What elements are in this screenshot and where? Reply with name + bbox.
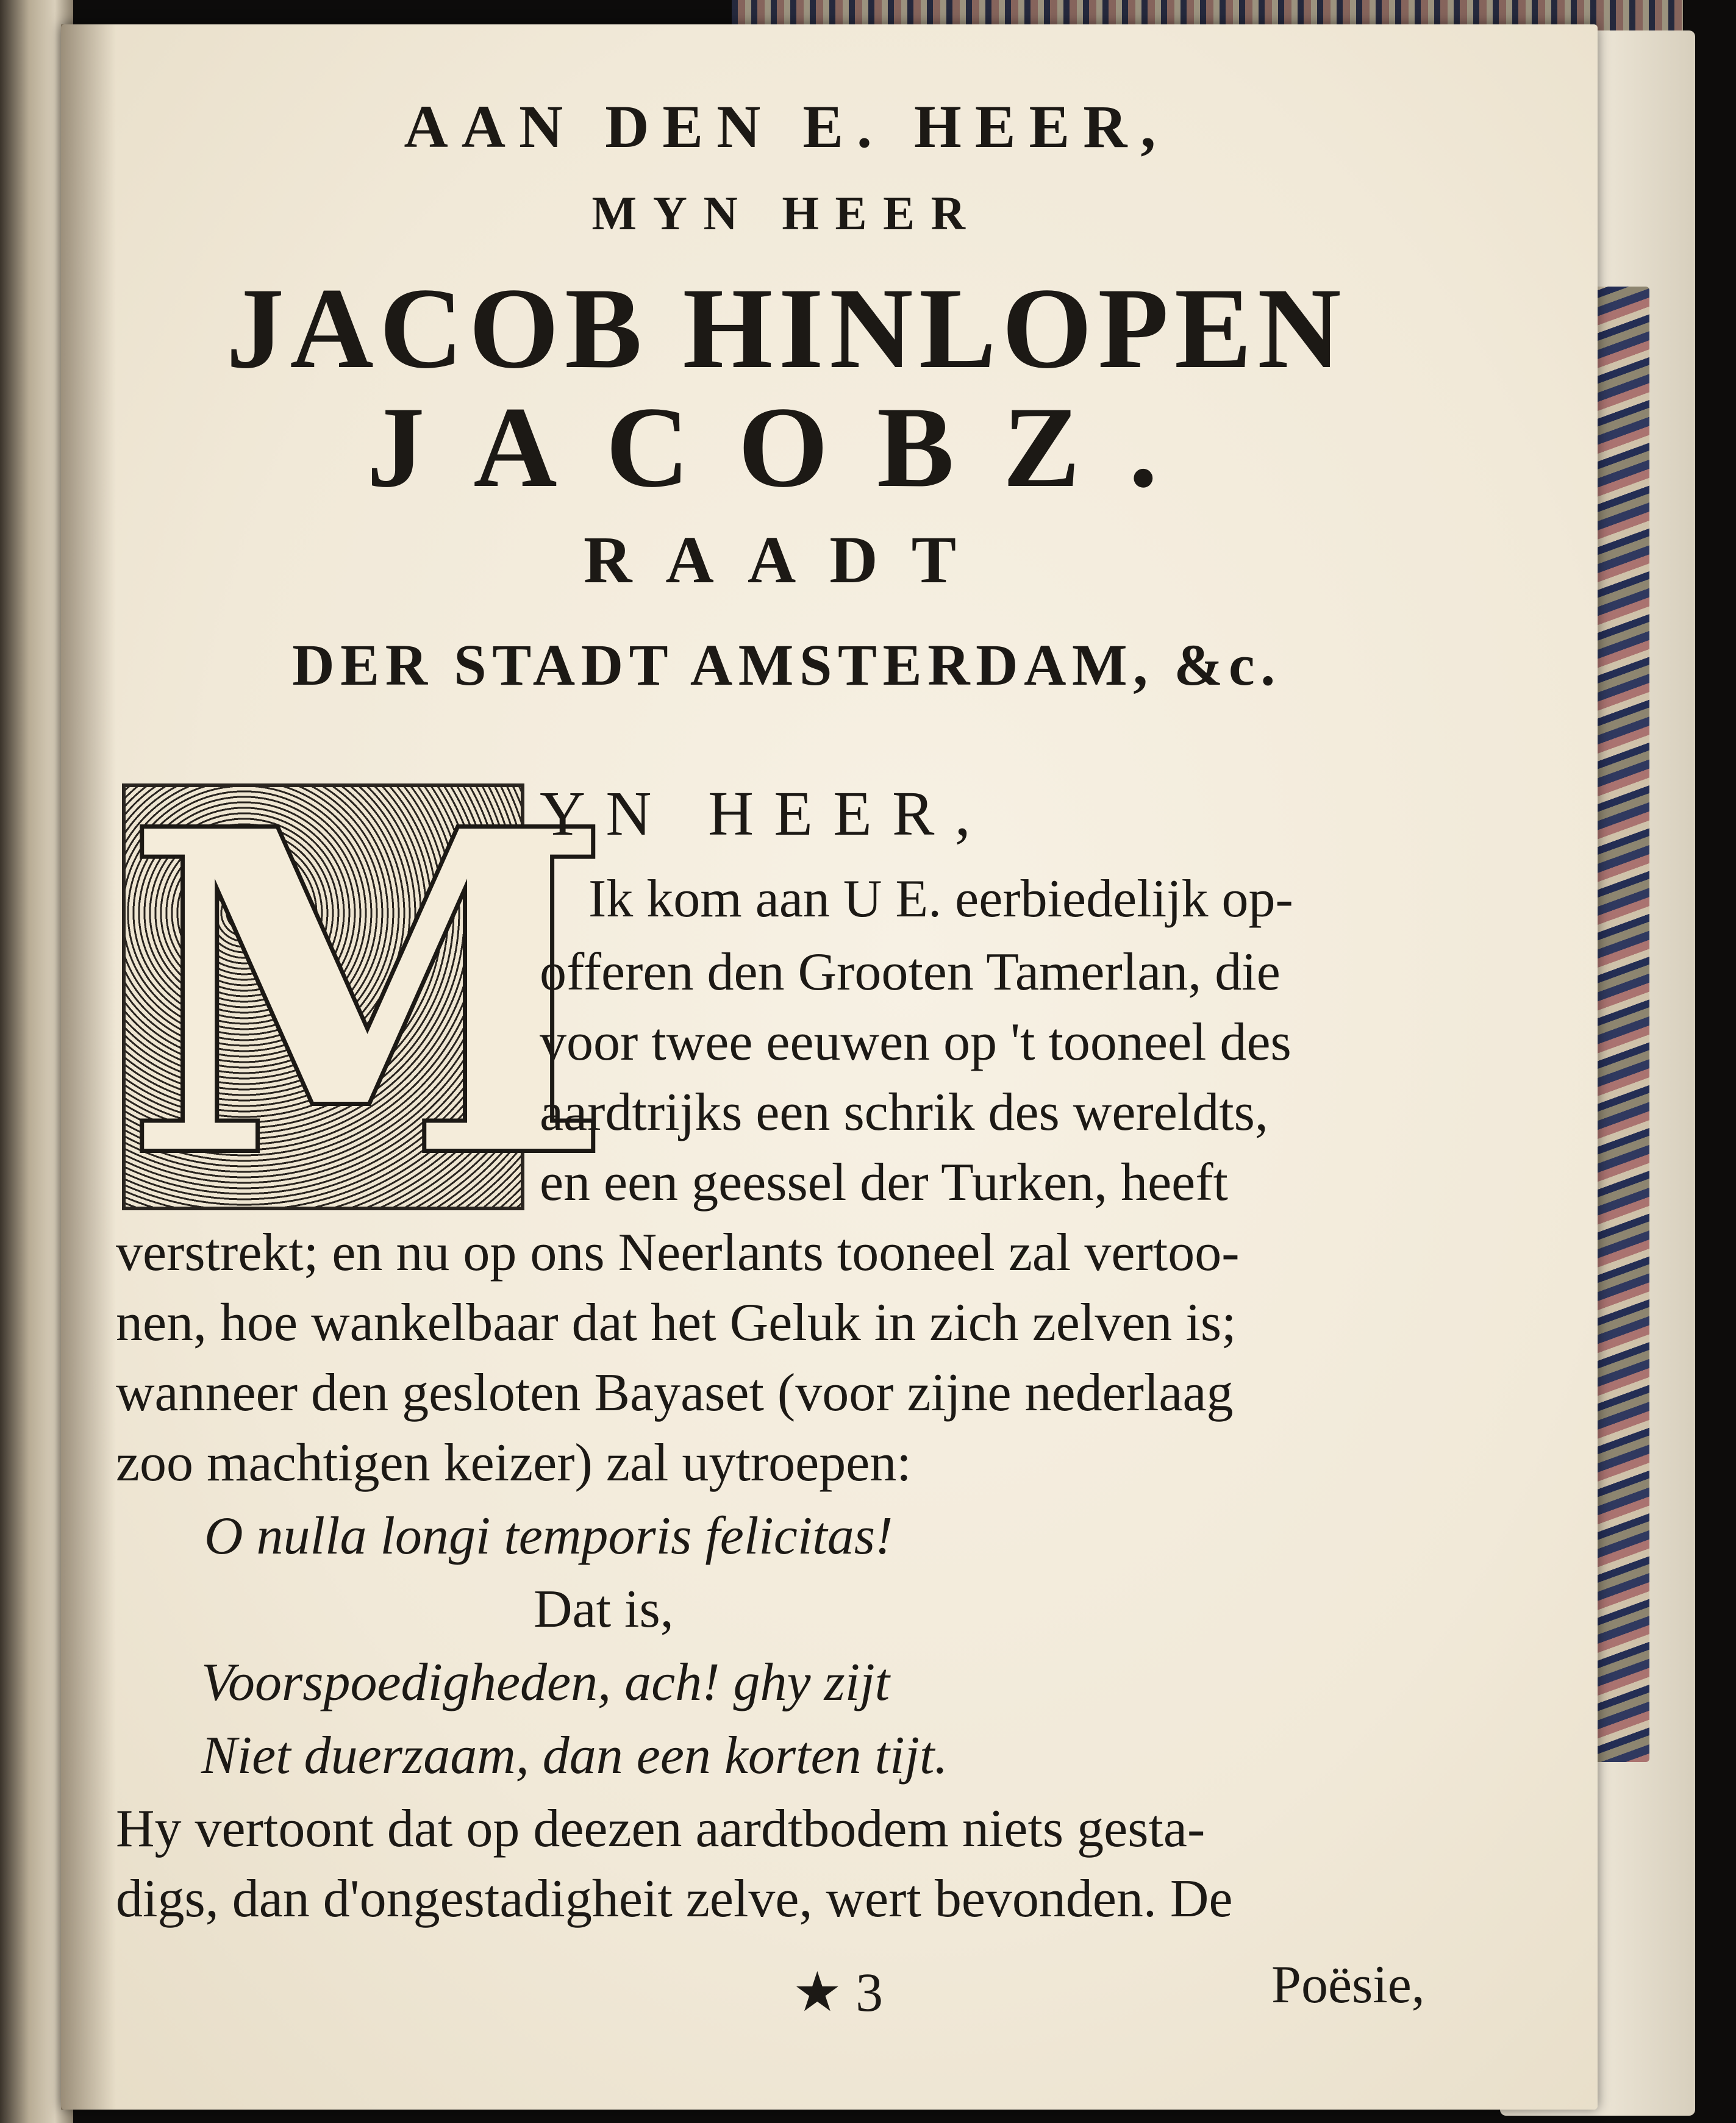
verse-line: Voorspoedigheden, ach! ghy zijt [201,1653,890,1712]
heading-patronymic: JACOBZ. [366,384,1207,512]
body-line: aardtrijks een schrik des wereldts, [540,1083,1268,1142]
body-line: Hy vertoont dat op deezen aardtbodem niets gesta- [116,1799,1206,1858]
verse-line: Niet duerzaam, dan een korten tijt. [201,1726,948,1785]
catchword: Poësie, [1271,1955,1425,2014]
body-line: zoo machtigen keizer) zal uytroepen: [116,1433,912,1493]
body-line: Ik kom aan U E. eerbiedelijk op- [588,869,1293,929]
heading-dedicatee-line: AAN DEN E. HEER, [404,93,1170,160]
body-line: digs, dan d'ongestadigheit zelve, wert bevonden. De [116,1869,1233,1929]
initial-letter: M [126,737,612,1252]
decorated-initial [122,737,612,1252]
body-line: wanneer den gesloten Bayaset (voor zijne nederlaag [116,1363,1234,1422]
latin-quote: O nulla longi temporis felicitas! [204,1507,893,1566]
dat-is-line: Dat is, [534,1580,674,1639]
signature-mark: ★ 3 [793,1963,884,2023]
salutation: YN HEER, [540,779,991,849]
heading-myn-heer: MYN HEER [591,187,982,240]
body-line: offeren den Grooten Tamerlan, die [540,943,1281,1002]
body-line: nen, hoe wankelbaar dat het Geluk in zich zelven is; [116,1293,1237,1352]
gutter-shadow [61,24,116,2110]
heading-name: JACOB HINLOPEN [226,265,1347,393]
body-line: verstrekt; en nu op ons Neerlants tooneel zal vertoo- [116,1223,1240,1282]
heading-title: RAADT [583,523,990,597]
body-line: en een geessel der Turken, heeft [540,1153,1228,1212]
body-line: voor twee eeuwen op 't tooneel des [540,1013,1291,1072]
heading-city: DER STADT AMSTERDAM, &c. [292,632,1281,698]
